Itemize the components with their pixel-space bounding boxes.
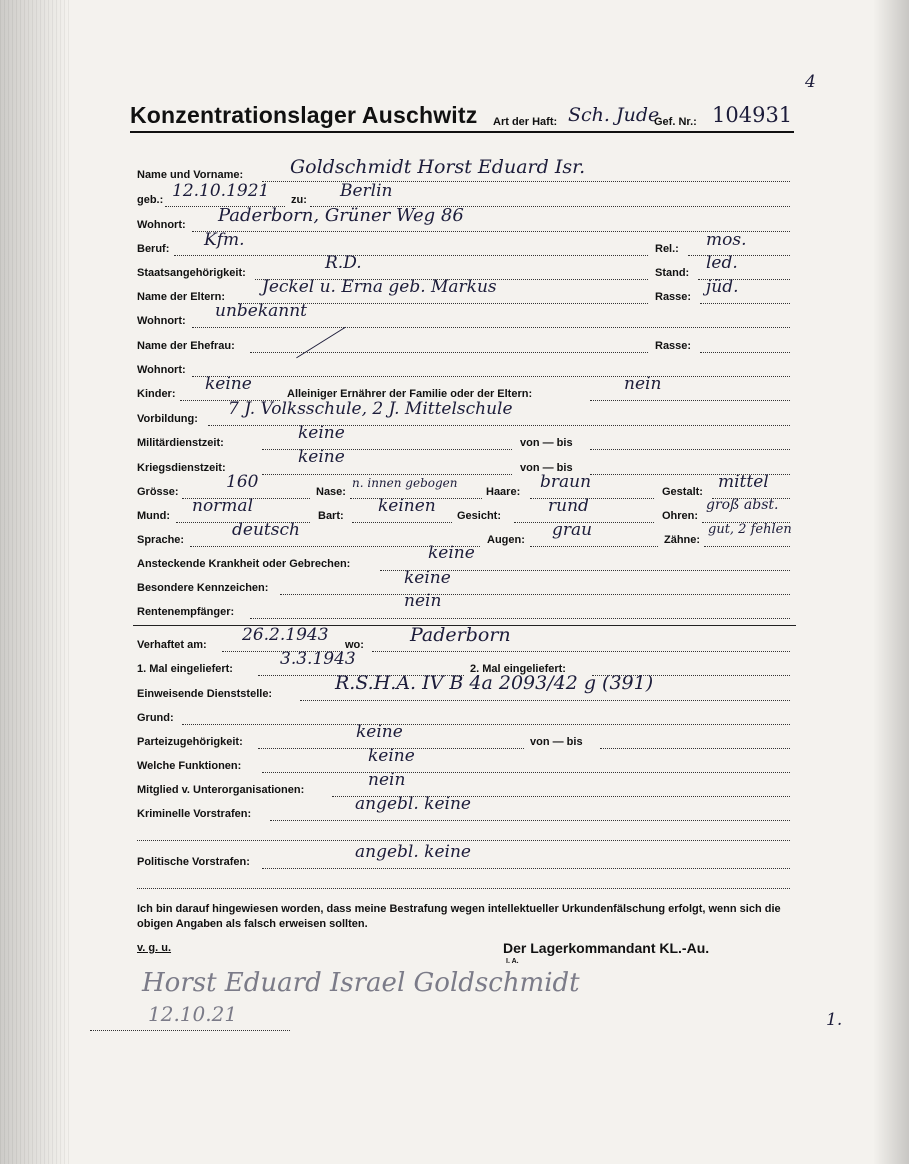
kinder-label: Kinder: bbox=[137, 388, 176, 400]
ohren-value: groß abst. bbox=[706, 497, 779, 513]
geb-label: geb.: bbox=[137, 194, 164, 206]
wohnort-value: Paderborn, Grüner Weg 86 bbox=[218, 205, 464, 226]
funktionen-value: keine bbox=[368, 746, 415, 766]
ernaehrer-label: Alleiniger Ernährer der Familie oder der Eltern: bbox=[287, 388, 533, 400]
kennzeichen-label: Besondere Kennzeichen: bbox=[137, 582, 269, 594]
beruf-value: Kfm. bbox=[204, 230, 245, 250]
eltern-value: Jeckel u. Erna geb. Markus bbox=[262, 277, 497, 297]
mitglied-value: nein bbox=[368, 770, 406, 790]
mal1-value: 3.3.1943 bbox=[280, 649, 356, 669]
kriminell-label: Kriminelle Vorstrafen: bbox=[137, 808, 252, 820]
politisch-label: Politische Vorstrafen: bbox=[137, 856, 250, 868]
groesse-value: 160 bbox=[226, 472, 259, 492]
dienst-line bbox=[300, 700, 790, 701]
funktionen-label: Welche Funktionen: bbox=[137, 760, 242, 772]
staat-value: R.D. bbox=[325, 253, 362, 273]
ehefrau-label: Name der Ehefrau: bbox=[137, 340, 235, 352]
ehefrau-line bbox=[250, 352, 648, 353]
stand-label: Stand: bbox=[655, 267, 690, 279]
groesse-label: Grösse: bbox=[137, 486, 179, 498]
militaer-label: Militärdienstzeit: bbox=[137, 437, 224, 449]
rasse2-line bbox=[700, 352, 790, 353]
zaehne-line bbox=[704, 546, 790, 547]
corner-mark: 4 bbox=[805, 72, 816, 92]
wohnort-line bbox=[192, 231, 790, 232]
nase-value: n. innen gebogen bbox=[352, 476, 458, 490]
signature-line bbox=[90, 1030, 290, 1031]
von-bis-1-label: von — bis bbox=[520, 437, 573, 449]
grund-line bbox=[182, 724, 790, 725]
militaer-value: keine bbox=[298, 423, 345, 443]
partei-value: keine bbox=[356, 722, 403, 742]
wo-value: Paderborn bbox=[410, 624, 511, 646]
sprache-value: deutsch bbox=[232, 520, 300, 540]
eltern-label: Name der Eltern: bbox=[137, 291, 226, 303]
vorbildung-line bbox=[208, 425, 790, 426]
name-label: Name und Vorname: bbox=[137, 169, 244, 181]
wo-label: wo: bbox=[345, 639, 364, 651]
krankheit-label: Ansteckende Krankheit oder Gebrechen: bbox=[137, 558, 351, 570]
haare-value: braun bbox=[540, 472, 592, 492]
krieg-line bbox=[262, 474, 512, 475]
politisch-line-2 bbox=[137, 888, 790, 889]
ohren-label: Ohren: bbox=[662, 510, 699, 522]
wo-line bbox=[372, 651, 790, 652]
wohnort2-line bbox=[192, 327, 790, 328]
gesicht-value: rund bbox=[548, 496, 589, 516]
ernaehrer-value: nein bbox=[624, 374, 662, 394]
funktionen-line bbox=[262, 772, 790, 773]
empty-field-slash bbox=[296, 327, 346, 359]
haare-label: Haare: bbox=[486, 486, 521, 498]
kennzeichen-line bbox=[280, 594, 790, 595]
rasse-line bbox=[700, 303, 790, 304]
wohnort3-line bbox=[192, 376, 790, 377]
stand-value: led. bbox=[706, 253, 738, 273]
rasse-value: jüd. bbox=[706, 277, 739, 297]
rel-line bbox=[688, 255, 790, 256]
scan-edge-right bbox=[873, 0, 909, 1164]
bart-value: keinen bbox=[378, 496, 436, 516]
kriminell-value: angebl. keine bbox=[355, 794, 471, 814]
zu-label: zu: bbox=[291, 194, 307, 206]
mund-value: normal bbox=[192, 496, 254, 516]
politisch-line bbox=[262, 868, 790, 869]
augen-value: grau bbox=[552, 520, 593, 540]
zaehne-value: gut, 2 fehlen bbox=[708, 522, 792, 537]
bart-label: Bart: bbox=[318, 510, 344, 522]
dienst-value: R.S.H.A. IV B 4a 2093/42 g (391) bbox=[335, 672, 654, 694]
kennzeichen-value: keine bbox=[404, 568, 451, 588]
wohnort2-label: Wohnort: bbox=[137, 315, 186, 327]
verhaftet-label: Verhaftet am: bbox=[137, 639, 207, 651]
signature-date: 12.10.21 bbox=[148, 1002, 238, 1026]
mitglied-label: Mitglied v. Unterorganisationen: bbox=[137, 784, 305, 796]
page-mark: 1. bbox=[826, 1010, 843, 1030]
rel-value: mos. bbox=[706, 230, 747, 250]
von-bis-3-line bbox=[600, 748, 790, 749]
declaration-text: Ich bin darauf hingewiesen worden, dass meine Bestrafung wegen intellektueller Urkundenfälschung erfolgt, wenn sich die obigen Angaben als falsch erweisen sollten. bbox=[137, 903, 781, 930]
rel-label: Rel.: bbox=[655, 243, 679, 255]
von-bis-1-line bbox=[590, 449, 790, 450]
gestalt-label: Gestalt: bbox=[662, 486, 703, 498]
krieg-label: Kriegsdienstzeit: bbox=[137, 462, 226, 474]
gef-nr-value: 104931 bbox=[712, 103, 793, 127]
zu-value: Berlin bbox=[340, 181, 393, 201]
vgu-label: v. g. u. bbox=[137, 942, 172, 954]
art-der-haft-value: Sch. Jude bbox=[568, 104, 660, 126]
scan-edge-left bbox=[0, 0, 70, 1164]
rasse-label: Rasse: bbox=[655, 291, 692, 303]
partei-label: Parteizugehörigkeit: bbox=[137, 736, 243, 748]
vorbildung-value: 7 J. Volksschule, 2 J. Mittelschule bbox=[228, 399, 513, 419]
krieg-value: keine bbox=[298, 447, 345, 467]
kriminell-line-2 bbox=[137, 840, 790, 841]
krankheit-value: keine bbox=[428, 543, 475, 563]
rente-line bbox=[250, 618, 790, 619]
wohnort-label: Wohnort: bbox=[137, 219, 186, 231]
kommandant-label: Der Lagerkommandant KL.-Au. bbox=[503, 940, 710, 956]
mund-label: Mund: bbox=[137, 510, 170, 522]
dienst-label: Einweisende Dienststelle: bbox=[137, 688, 273, 700]
politisch-value: angebl. keine bbox=[355, 842, 471, 862]
rente-label: Rentenempfänger: bbox=[137, 606, 235, 618]
augen-label: Augen: bbox=[487, 534, 525, 546]
geb-value: 12.10.1921 bbox=[172, 181, 270, 201]
mal2-label: 2. Mal eingeliefert: bbox=[470, 663, 566, 675]
art-der-haft-label: Art der Haft: bbox=[493, 116, 558, 128]
sprache-label: Sprache: bbox=[137, 534, 185, 546]
mal1-label: 1. Mal eingeliefert: bbox=[137, 663, 233, 675]
rasse2-label: Rasse: bbox=[655, 340, 692, 352]
augen-line bbox=[530, 546, 658, 547]
wohnort2-value: unbekannt bbox=[215, 301, 308, 321]
kinder-value: keine bbox=[205, 374, 252, 394]
vorbildung-label: Vorbildung: bbox=[137, 413, 198, 425]
kriminell-line bbox=[270, 820, 790, 821]
gesicht-label: Gesicht: bbox=[457, 510, 502, 522]
name-value: Goldschmidt Horst Eduard Isr. bbox=[290, 156, 586, 178]
verhaftet-value: 26.2.1943 bbox=[242, 625, 329, 645]
signature: Horst Eduard Israel Goldschmidt bbox=[142, 968, 580, 998]
von-bis-3-label: von — bis bbox=[530, 736, 583, 748]
rente-value: nein bbox=[404, 591, 442, 611]
zaehne-label: Zähne: bbox=[664, 534, 701, 546]
beruf-label: Beruf: bbox=[137, 243, 170, 255]
gestalt-value: mittel bbox=[718, 472, 769, 492]
ia-label: I. A. bbox=[506, 958, 519, 965]
bart-line bbox=[352, 522, 452, 523]
von-bis-2-label: von — bis bbox=[520, 462, 573, 474]
grund-label: Grund: bbox=[137, 712, 174, 724]
ernaehrer-line bbox=[590, 400, 790, 401]
gef-nr-label: Gef. Nr.: bbox=[654, 116, 697, 128]
nase-label: Nase: bbox=[316, 486, 346, 498]
beruf-line bbox=[174, 255, 648, 256]
page-title: Konzentrationslager Auschwitz bbox=[130, 102, 478, 128]
wohnort3-label: Wohnort: bbox=[137, 364, 186, 376]
header-rule bbox=[130, 131, 794, 133]
staat-label: Staatsangehörigkeit: bbox=[137, 267, 246, 279]
